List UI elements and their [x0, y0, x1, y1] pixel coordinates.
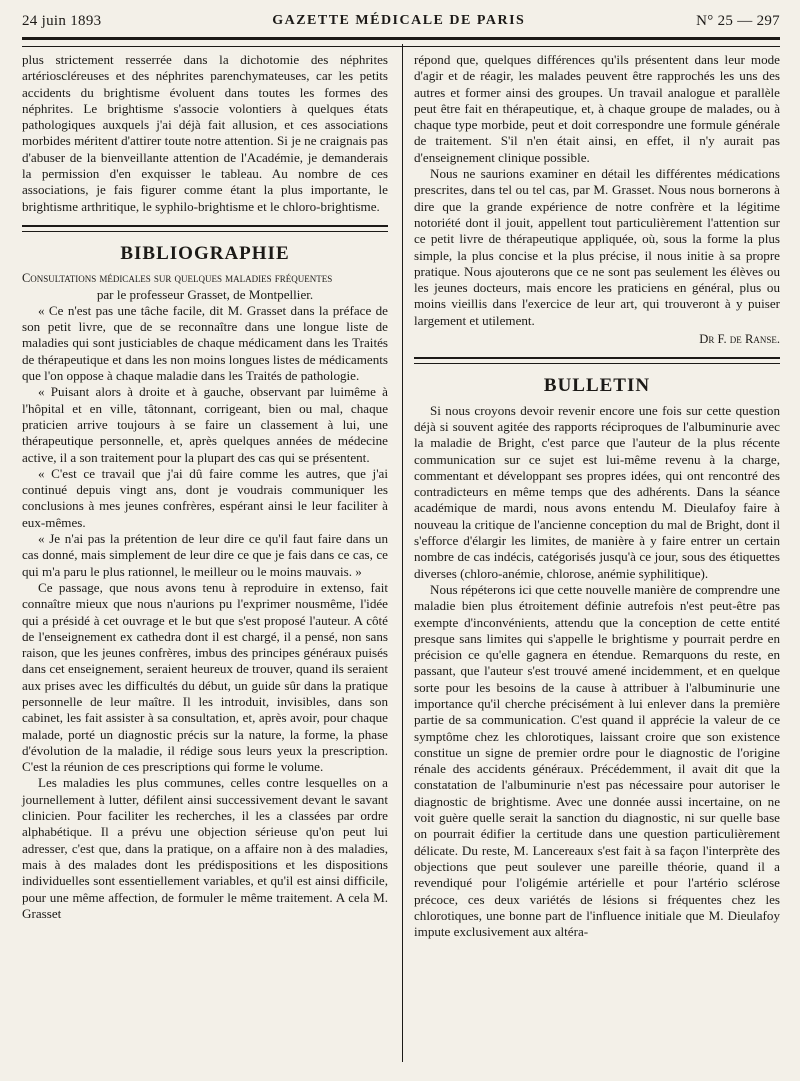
column-divider: [402, 44, 403, 1062]
book-title: Consultations médicales sur quelques maladies fréquentes: [22, 271, 333, 286]
review-paragraph: « Je n'ai pas la prétention de leur dire ce qu'il faut faire dans un cas donné, mais simplement de leur dire ce que je fais dans ce cas, ce qui m'a paru le plus rationnel, le meilleur ou le moins mauvais. »: [22, 531, 388, 579]
bibliography-heading: BIBLIOGRAPHIE: [120, 242, 290, 264]
issue-page-number: N° 25 — 297: [696, 12, 780, 29]
section-rule: [22, 225, 388, 232]
left-column: [22, 52, 388, 1062]
bulletin-heading: BULLETIN: [543, 375, 651, 397]
article-columns: [22, 52, 780, 1062]
page-header: [22, 10, 780, 32]
continued-paragraph: répond que, quelques différences qu'ils présentent dans leur mode d'agir et de réagir, les malades peuvent être rapprochés les uns des autres et former ainsi des groupes. Un travail analogue et parallèle peut être fait en thérapeutique, et, à chaque groupe de malades, ou à chaque type morbide, peut et doit correspondre une formule générale de traitement. S'il n'en était ainsi, en effet, il n'y aurait pas d'enseignement clinique possible.: [414, 52, 780, 165]
issue-date: 24 juin 1893: [22, 12, 102, 29]
header-rule: [22, 37, 780, 47]
review-signature: Dr F. de Ranse.: [699, 332, 780, 347]
review-paragraph: « Puisant alors à droite et à gauche, observant par luimême à l'hôpital et en ville, tâtonnant, corrigeant, bien ou mal, chaque praticien arrive toujours à se faire un classement à lui, une thérapeutique personnelle, et, après quelques années de médecine active, il a son traitement pour la plupart des cas qui se présentent.: [22, 384, 388, 465]
review-paragraph: Ce passage, que nous avons tenu à reproduire in extenso, fait connaître mieux que nous n'aurions pu l'exprimer nousmême, l'idée qui a présidé à cet ouvrage et le but que s'est proposé l'auteur. A côté de l'enseignement ex cathedra dont il est chargé, il a pensé, non sans raison, que les jeunes confrères, imbus des principes généraux puisés dans cet enseignement, seraient heureux de trouver, quand ils seraient aux prises avec les difficultés du début, un guide sûr dans la pratique personnelle de leur maître. Il les introduit, invisibles, dans son cabinet, les fait assister à sa consultation, et, après avoir, pour chaque malade, porté un diagnostic précis sur la nature, la forme, la phase d'évolution de la maladie, il rédige sous leurs yeux la prescription. C'est la réunion de ces prescriptions qui forme le volume.: [22, 579, 388, 775]
review-paragraph: « Ce n'est pas une tâche facile, dit M. Grasset dans la préface de son petit livre, que de se reconnaître dans une longue liste de maladies qui sont justiciables de chaque médicament dans les Traités de thérapeutique et dans les non moins longues listes de médicaments que l'on oppose à chaque maladie dans les Traités de pathologie.: [22, 302, 388, 384]
bulletin-paragraph: Nous répéterons ici que cette nouvelle manière de comprendre une maladie bien plus étroitement définie autrefois n'est peut-être pas exempte d'inconvénients, attendu que la conception de cette entité presque sans limites qui s'appelle le brightisme y pourrait perdre en précision ce qu'elle gagnera en étendue. Remarquons du reste, en passant, que l'auteur s'est trouvé amené incidemment, et en quelque sorte pour les besoins de la cause à attribuer à l'albuminurie une importance qu'il cherche précisément à lui enlever dans la première partie de sa communication. C'est quand il apprécie la valeur de ce symptôme chez les chlorotiques, laissant croire que son existence constitue un signe de premier ordre pour le diagnostic de l'origine rénale des accidents généraux. Précédemment, il avait dit que la constatation de l'albuminurie n'est pas nécessaire pour autoriser le diagnostic de brightisme. Avec une donnée aussi incertaine, on ne voit guère quelle serait la sanction du diagnostic, ni sur quelle base on pourrait édifier la certitude dans une question particulièrement délicate. Du reste, M. Lancereaux s'est fait à sa façon l'interprète des objections que peut soulever une pareille théorie, quand il a revendiqué pour l'oligémie artérielle et pour l'artério sclérose précoce, ces deux variétés de lésions si fréquentes chez les chlorotiques, une bonne part de l'influence initiale que M. Dieulafoy impute exclusivement aux altéra-: [414, 581, 780, 940]
book-author: par le professeur Grasset, de Montpellier.: [96, 286, 314, 302]
journal-title: GAZETTE MÉDICALE DE PARIS: [272, 13, 526, 28]
bulletin-paragraph: Si nous croyons devoir revenir encore une fois sur cette question déjà si souvent agitée des rapports réciproques de l'albuminurie avec la maladie de Bright, c'est parce que l'auteur de la plus récente communication sur ce sujet est lui-même revenu à la charge, commentant et développant ses propres idées, qui ont rencontré des contradicteurs en même temps que des adhérents. Dans la séance académique de mardi, nous avons entendu M. Dieulafoy faire à nouveau la critique de l'ancienne conception du mal de Bright, dont il s'efforce d'élargir les limites, de manière à y faire entrer un certain nombre de cas indécis, catégorisés jusqu'à ce jour, sous des étiquettes diverses (chloro-anémie, chlorose, anémie syphilitique).: [414, 402, 780, 581]
right-column: [414, 52, 780, 1062]
section-rule: [414, 357, 780, 364]
review-paragraph: « C'est ce travail que j'ai dû faire comme les autres, que j'ai continué depuis vingt ans, dont je voudrais communiquer les conclusions à mes jeunes confrères, espérant ainsi le leur faciliter à eux-mêmes.: [22, 465, 388, 530]
review-paragraph: Nous ne saurions examiner en détail les différentes médications prescrites, dans tel ou tel cas, par M. Grasset. Nous nous bornerons à dire que la grande expérience de notre confrère et la légitime notoriété dont il jouit, appellent tout particulièrement l'attention sur ce petit livre de thérapeutique appliquée, où, sous la forme la plus simple, la plus concise et la plus précise, il nous initie à sa propre pratique. Nous ajouterons que ce ne sont pas seulement les élèves ou les jeunes docteurs, mais encore les praticiens en général, plus ou moins vieillis dans l'exercice de leur art, qui trouveront à y puiser largement et utilement.: [414, 166, 780, 328]
newspaper-page: [22, 10, 780, 1070]
continued-paragraph: plus strictement resserrée dans la dichotomie des néphrites artérioscléreuses et des néphrites parenchymateuses, car les petits accidents du brightisme évoluent dans toutes les formes des néphrites. Le brightisme s'associe volontiers à quelques états pathologiques auxquels j'ai déjà fait allusion, et ces associations morbides méritent d'attirer toute notre attention. Si je ne craignais pas d'abuser de la bienveillante attention de l'Académie, je demanderais la permission d'en exquisser le tableau. Au nombre de ces associations, je fais figurer comme étant la plus importante, le brightisme arthritique, le syphilo-brightisme et le chloro-brightisme.: [22, 52, 388, 214]
review-paragraph: Les maladies les plus communes, celles contre lesquelles on a journellement à lutter, défilent ainsi successivement devant le savant clinicien. Pour faciliter les recherches, il les a classées par ordre alphabétique. Il a prévu une objection sérieuse qu'on peut lui adresser, c'est que, dans la pratique, on a affaire non à des maladies, mais à des malades dont les prédispositions et les dispositions individuelles sont essentiellement variables, et qu'il est ainsi difficile, pour une même affection, de formuler le même traitement. A cela M. Grasset: [22, 775, 388, 921]
